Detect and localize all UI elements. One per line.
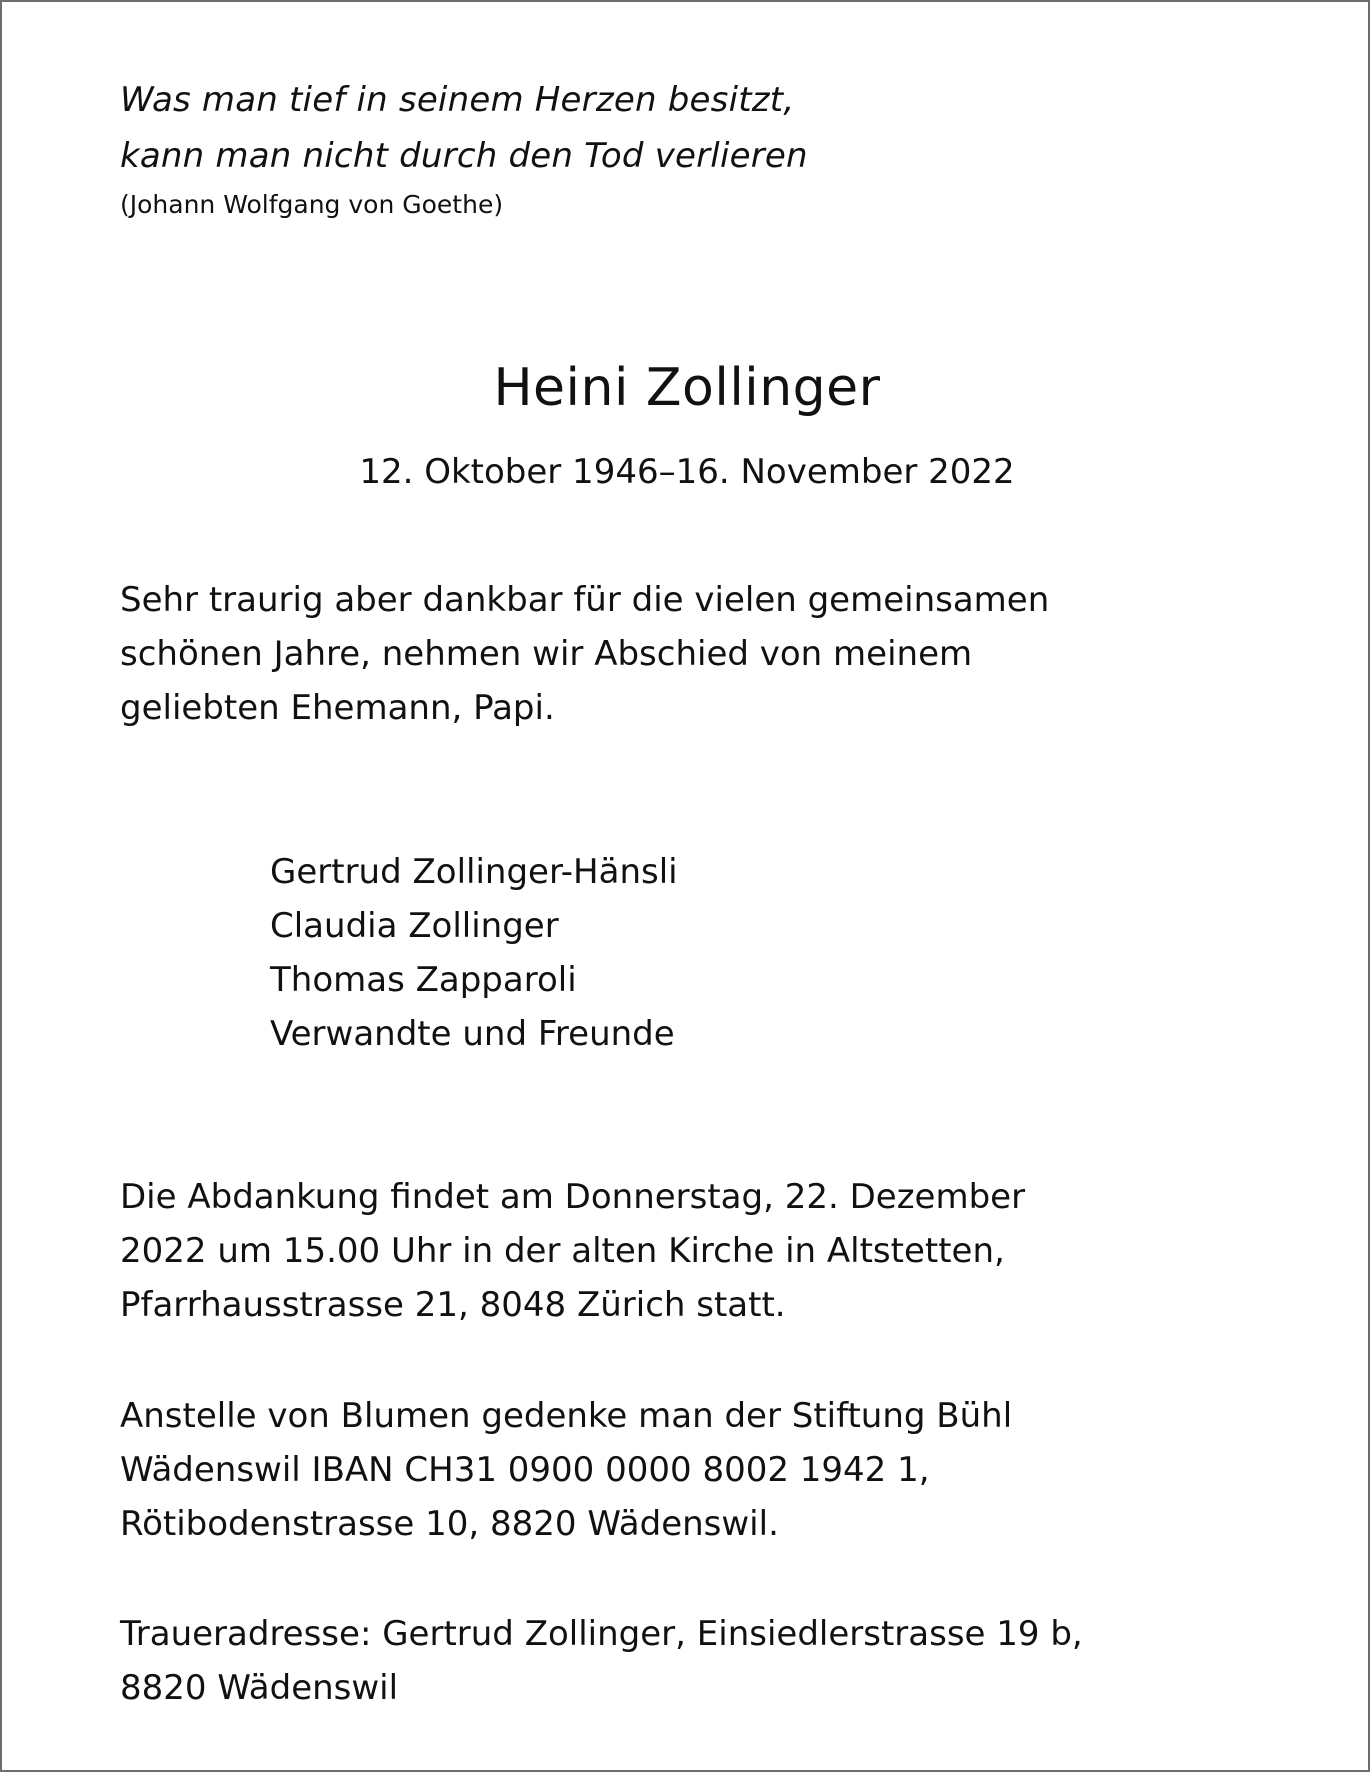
message-line: geliebten Ehemann, Papi. [120,688,555,728]
address-line: Traueradresse: Gertrud Zollinger, Einsiedlerstrasse 19 b, [120,1614,1083,1654]
service-line: Die Abdankung findet am Donnerstag, 22. Dezember [120,1177,1026,1217]
quote-author: (Johann Wolfgang von Goethe) [120,190,504,219]
address-line: 8820 Wädenswil [120,1668,399,1708]
mourner-name: Claudia Zollinger [270,906,559,946]
service-line: Pfarrhausstrasse 21, 8048 Zürich statt. [120,1285,786,1325]
farewell-message [120,573,1049,735]
donation-info [120,1389,1012,1551]
mourners-list [270,845,678,1061]
donation-line: Anstelle von Blumen gedenke man der Stiftung Bühl [120,1396,1013,1436]
mourner-name: Verwandte und Freunde [270,1014,675,1054]
message-line: schönen Jahre, nehmen wir Abschied von meinem [120,634,973,674]
mourner-name: Gertrud Zollinger-Hänsli [270,852,678,892]
service-line: 2022 um 15.00 Uhr in der alten Kirche in Altstetten, [120,1231,1005,1271]
message-line: Sehr traurig aber dankbar für die vielen gemeinsamen [120,580,1050,620]
epigraph-quote [120,72,808,184]
quote-line: kann man nicht durch den Tod verlieren [120,136,808,176]
mourning-address [120,1607,1083,1715]
mourner-name: Thomas Zapparoli [270,960,577,1000]
donation-line: Rötibodenstrasse 10, 8820 Wädenswil. [120,1504,779,1544]
quote-line: Was man tief in seinem Herzen besitzt, [120,80,795,120]
donation-line: Wädenswil IBAN CH31 0900 0000 8002 1942 1, [120,1450,930,1490]
life-dates: 12. Oktober 1946–16. November 2022 [359,452,1015,492]
deceased-name: Heini Zollinger [493,358,881,418]
funeral-service-info [120,1170,1025,1332]
